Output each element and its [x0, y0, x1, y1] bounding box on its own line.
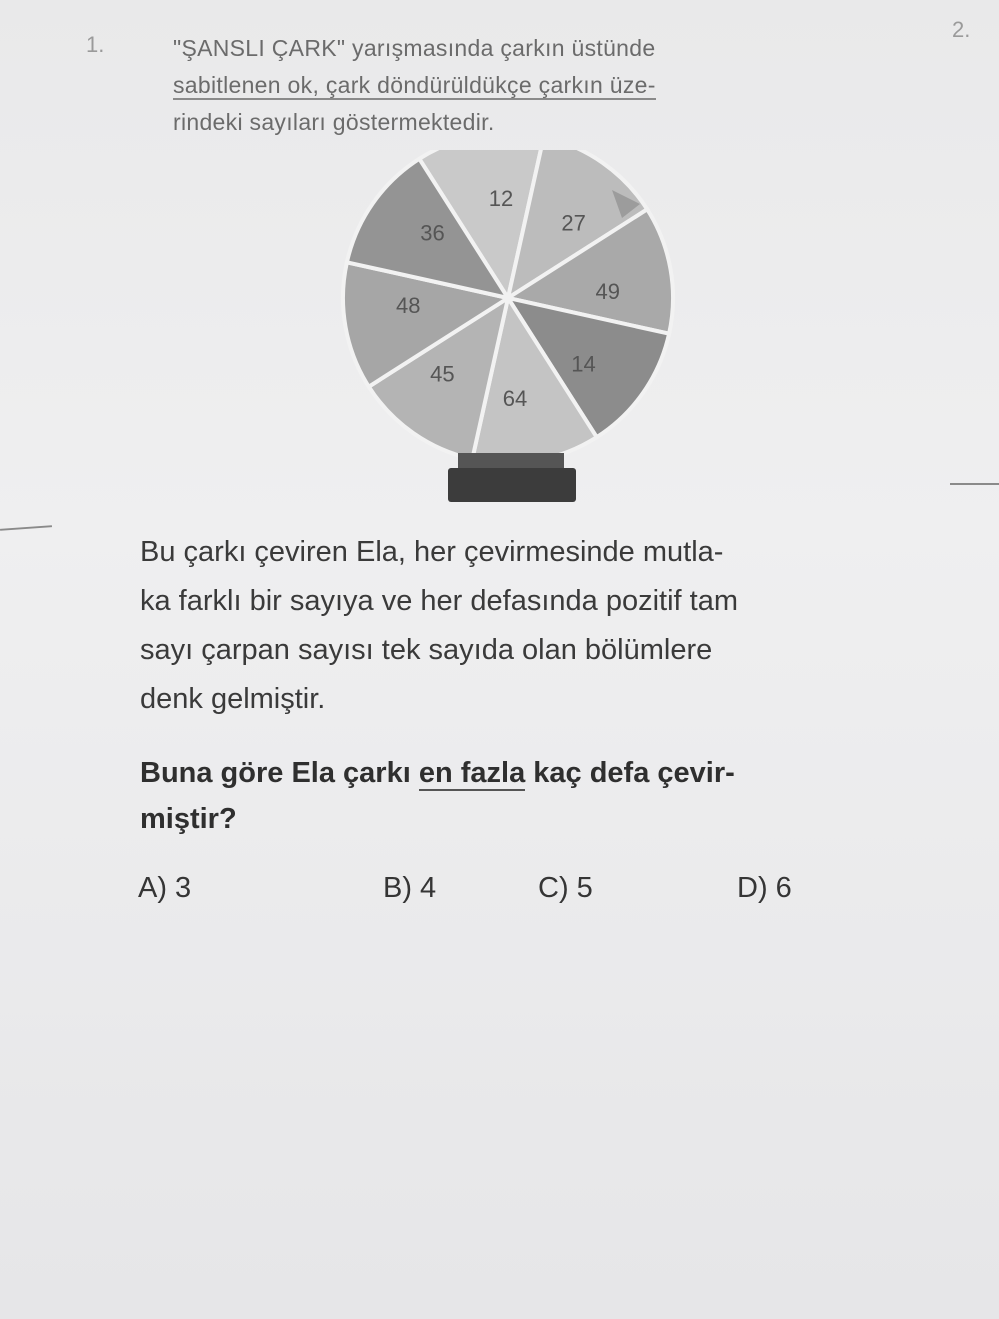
question-line-2: miştir? [140, 803, 237, 835]
question-emphasis: en fazla [418, 757, 526, 789]
intro-line-2 [173, 67, 853, 104]
body-line-4: denk gelmiştir. [140, 683, 326, 715]
intro-line-2-text: sabitlenen ok, çark döndürüldükçe çarkın üze- [173, 72, 656, 98]
question-after: kaç defa çevir- [525, 757, 735, 789]
intro-line-3: rindeki sayıları göstermektedir. [173, 109, 495, 135]
body-line-1: Bu çarkı çeviren Ela, her çevirmesinde mutla- [140, 536, 724, 568]
intro-paragraph [173, 30, 853, 141]
paper-edge-left [0, 525, 52, 531]
wheel-label-12: 12 [488, 186, 514, 212]
lucky-wheel [330, 150, 690, 520]
wheel-label-49: 49 [595, 279, 621, 304]
question-number: 1. [86, 32, 105, 57]
wheel-label-45: 45 [430, 361, 455, 387]
option-b[interactable]: B) 4 [383, 872, 437, 904]
wheel-label-64: 64 [502, 385, 528, 411]
wheel-stand-base [448, 468, 576, 502]
next-question-number: 2. [952, 17, 971, 42]
intro-line-1: "ŞANSLI ÇARK" yarışmasında çarkın üstünde [173, 35, 656, 61]
wheel-label-36: 36 [420, 220, 445, 246]
wheel-label-27: 27 [561, 210, 586, 236]
option-a[interactable]: A) 3 [138, 872, 192, 904]
paper-edge-right [950, 483, 999, 485]
wheel-label-48: 48 [395, 293, 421, 318]
question-prompt [140, 750, 910, 842]
option-d[interactable]: D) 6 [737, 872, 792, 904]
wheel-label-14: 14 [571, 351, 596, 377]
question-line-1 [140, 750, 910, 796]
problem-statement [140, 528, 900, 724]
question-before: Buna göre Ela çarkı [140, 757, 419, 789]
body-line-2: ka farklı bir sayıya ve her defasında pozitif tam [140, 585, 738, 617]
option-c[interactable]: C) 5 [538, 872, 593, 904]
body-line-3: sayı çarpan sayısı tek sayıda olan bölümlere [140, 634, 713, 666]
